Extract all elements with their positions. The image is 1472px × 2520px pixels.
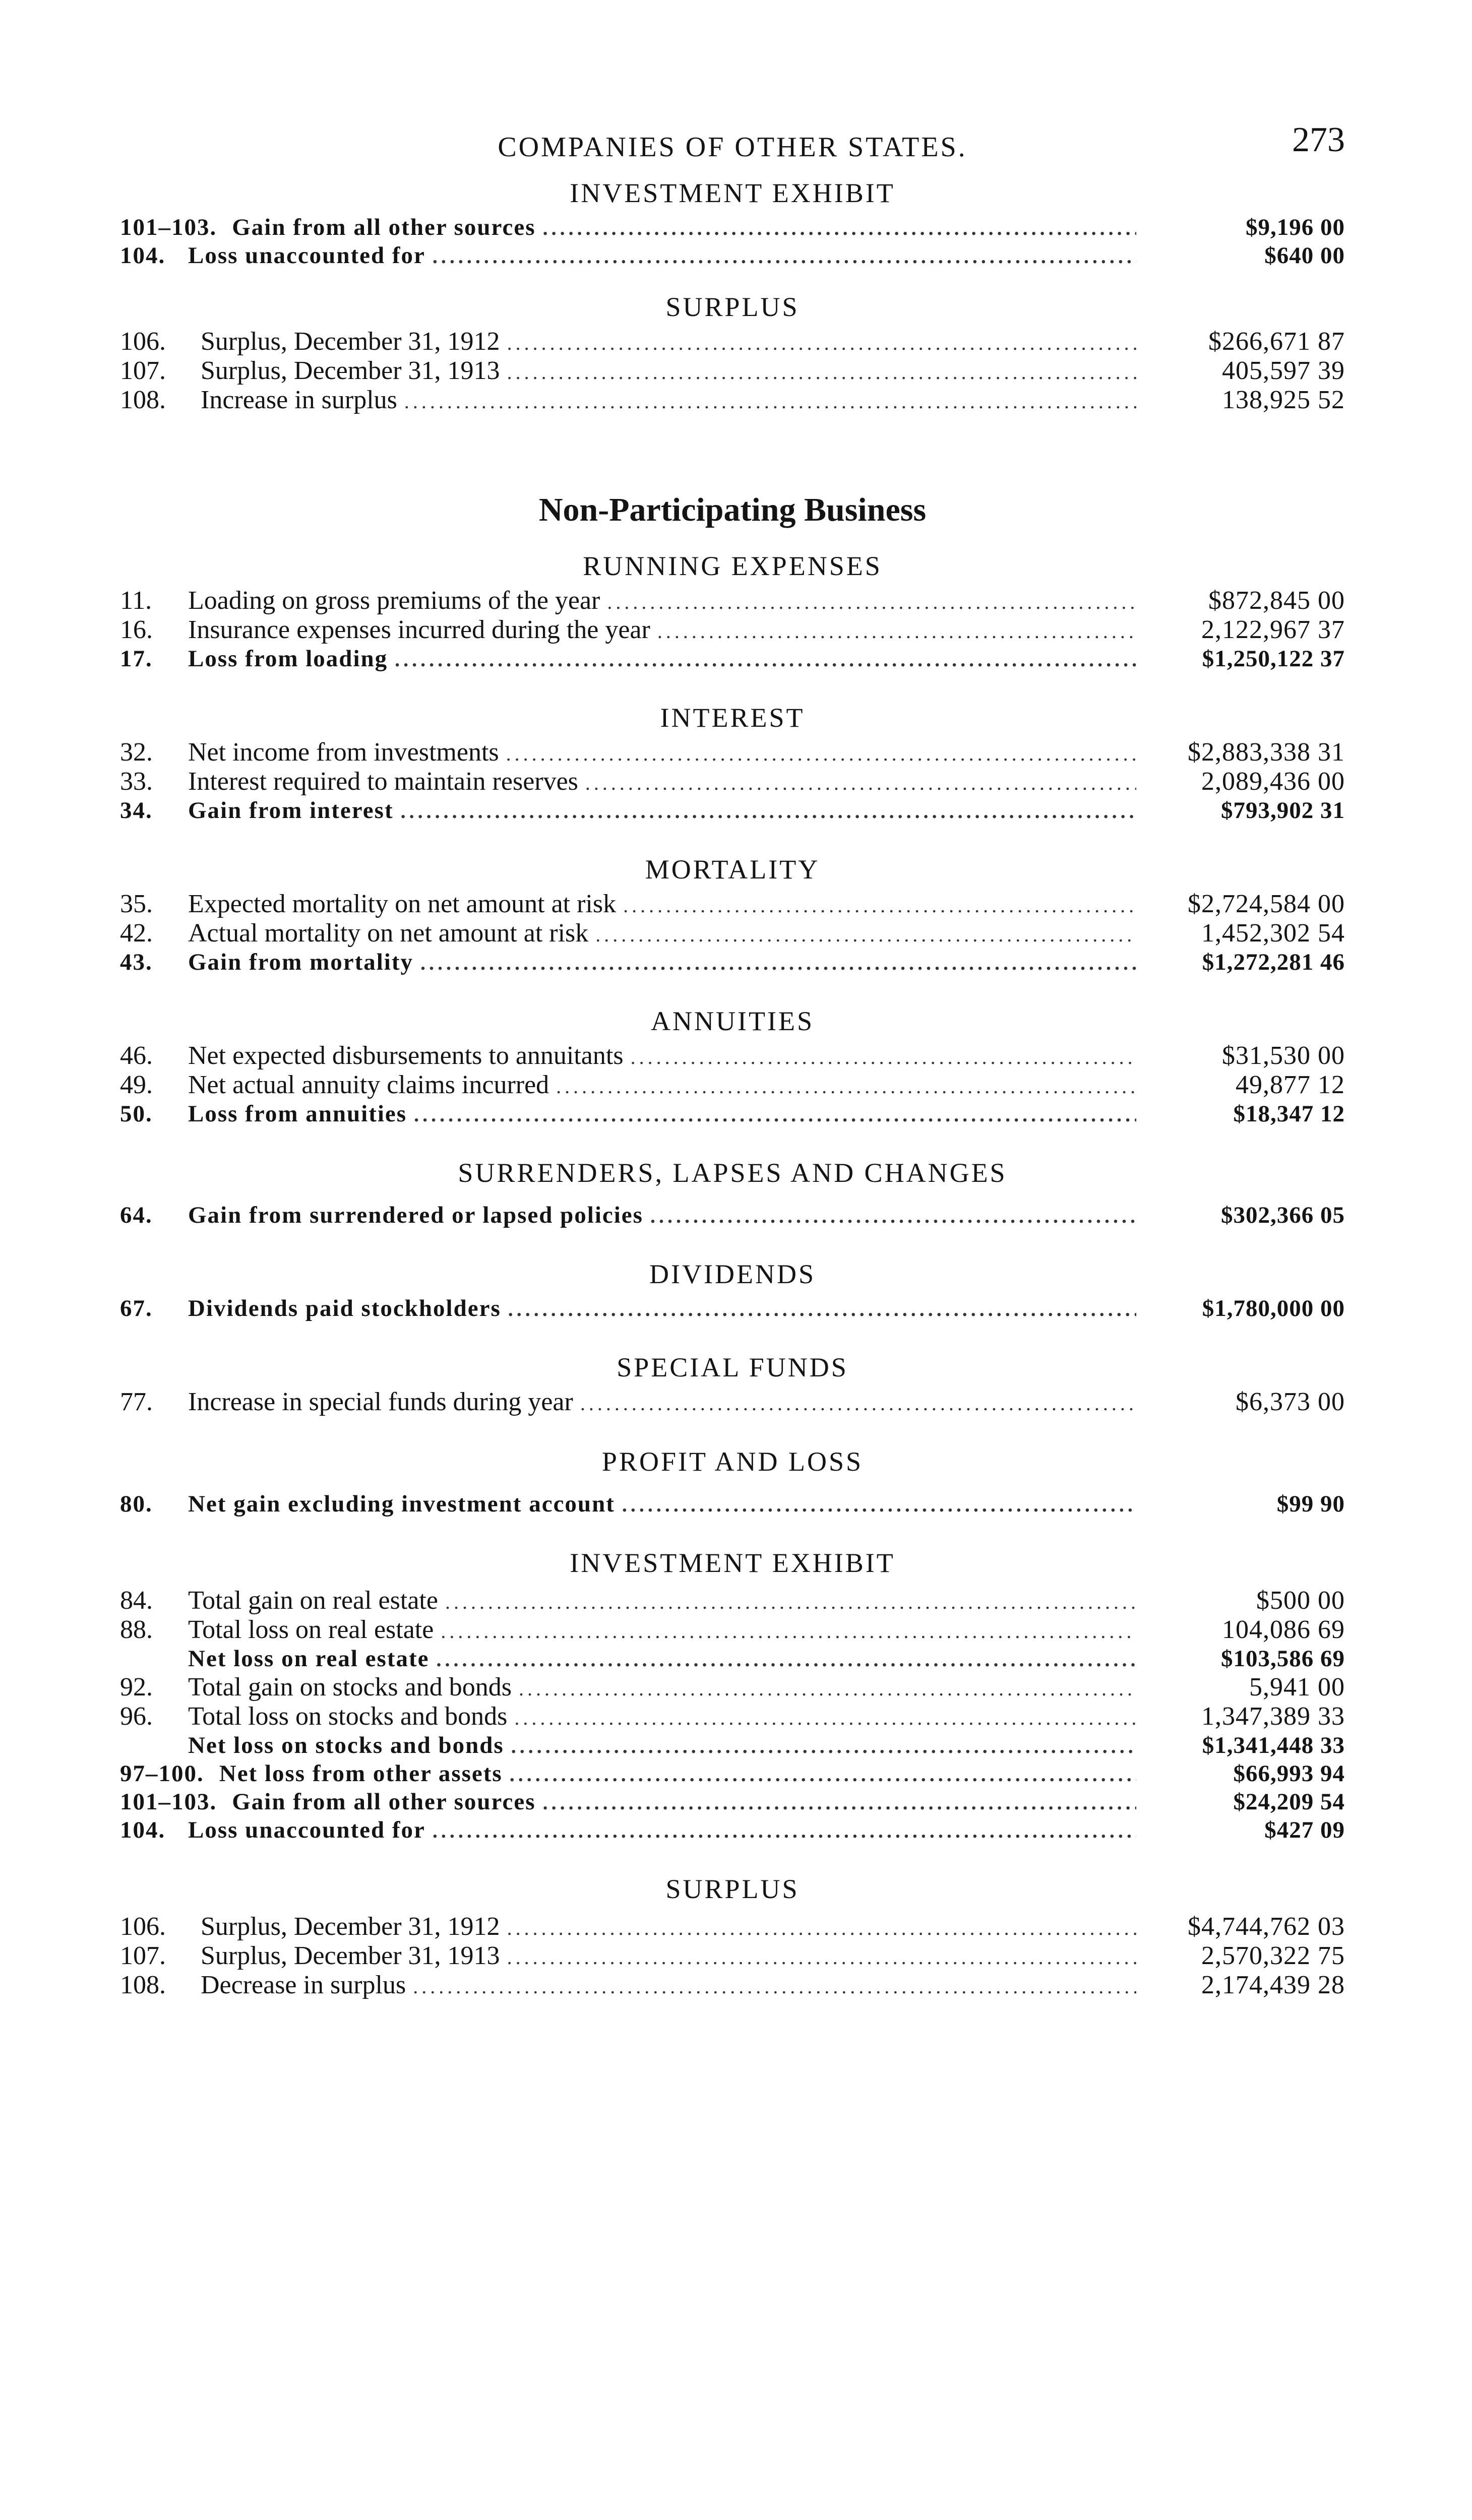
ledger-row [120,1295,1345,1323]
dot-leader [511,1732,1136,1760]
item-amount: $99 90 [1276,1491,1345,1517]
item-label: Loading on gross premiums of the year [188,586,600,615]
item-amount: 1,452,302 54 [1201,919,1345,948]
section-title: SPECIAL FUNDS [617,1352,848,1382]
item-label: Gain from mortality [188,949,414,975]
ledger-row [120,357,1345,386]
dot-leader [623,892,1136,919]
item-amount: $1,780,000 00 [1202,1295,1345,1321]
item-amount: $872,845 00 [1208,586,1345,615]
dot-leader [507,1914,1136,1942]
item-label: Gain from surrendered or lapsed policies [188,1202,643,1228]
item-number: 88. [120,1615,153,1644]
item-amount: $302,366 05 [1221,1202,1345,1228]
item-label: Net expected disbursements to annuitants [188,1041,624,1070]
item-number: 43. [120,949,153,975]
item-label: Dividends paid stockholders [188,1295,501,1321]
section-special-funds [120,1351,1345,1417]
item-amount: $66,993 94 [1233,1760,1345,1787]
dot-leader [543,214,1136,242]
page [120,106,1345,2000]
dot-leader [657,617,1136,645]
item-label: Loss from annuities [188,1101,407,1127]
item-label: Net loss from other assets [219,1760,503,1787]
item-number: 104. [120,242,166,269]
dot-leader [622,1491,1136,1519]
ledger-row [120,645,1345,673]
ledger-row [120,214,1345,242]
item-amount: $9,196 00 [1246,214,1345,240]
item-amount: 104,086 69 [1222,1615,1345,1644]
section-title: PROFIT AND LOSS [601,1446,864,1477]
section-title: RUNNING EXPENSES [583,551,882,581]
section-title: INTEREST [660,703,805,733]
section-surplus [120,1872,1345,2000]
ledger-row [120,1788,1345,1816]
dot-leader [395,646,1136,673]
ledger-row [120,738,1345,768]
dot-leader [519,1675,1136,1703]
item-amount: $18,347 12 [1233,1101,1345,1127]
ledger-row [120,1732,1345,1760]
item-number: 84. [120,1586,153,1615]
ledger-row [120,1645,1345,1673]
dot-leader [433,1817,1136,1845]
item-label: Total loss on stocks and bonds [188,1702,508,1731]
dot-leader [514,1704,1136,1732]
dot-leader [595,921,1136,949]
item-label: Loss from loading [188,646,388,672]
item-number: 92. [120,1673,153,1702]
section-running-expenses [120,549,1345,673]
item-label: Interest required to maintain reserves [188,767,578,796]
item-number: 97–100. [120,1760,204,1787]
ledger-row [120,1071,1345,1100]
dot-leader [441,1617,1136,1645]
item-amount: $1,341,448 33 [1202,1732,1345,1758]
ledger-row [120,1490,1345,1519]
item-amount: 49,877 12 [1236,1070,1345,1099]
item-number: 50. [120,1101,153,1127]
item-amount: 138,925 52 [1222,386,1345,414]
item-number: 96. [120,1702,153,1731]
dot-leader [404,388,1136,415]
ledger-row [120,328,1345,357]
ledger-row [120,242,1345,270]
section-title: MORTALITY [645,854,820,885]
dot-leader [401,797,1136,825]
section-title: INVESTMENT EXHIBIT [570,1548,895,1578]
section-mortality [120,853,1345,977]
item-label: Total gain on stocks and bonds [188,1673,512,1702]
dot-leader [510,1760,1136,1788]
item-label: Surplus, December 31, 1912 [201,1912,500,1941]
item-amount: 2,089,436 00 [1201,767,1345,796]
dot-leader [650,1202,1136,1230]
item-amount: 2,570,322 75 [1201,1941,1345,1970]
ledger-row [120,1816,1345,1845]
item-number: 106. [120,1912,166,1941]
item-label: Expected mortality on net amount at risk [188,890,617,918]
ledger-row [120,919,1345,949]
dot-leader [508,1295,1136,1323]
section-title: SURPLUS [665,292,800,322]
item-number: 107. [120,356,166,385]
dot-leader [607,588,1136,616]
dot-leader [507,329,1136,357]
item-number: 108. [120,1971,166,1999]
item-number: 17. [120,646,153,672]
item-amount: $103,586 69 [1221,1646,1345,1672]
dot-leader [556,1073,1136,1100]
item-number: 32. [120,738,153,767]
ledger-row [120,1388,1345,1417]
item-number: 42. [120,919,153,948]
item-number: 101–103. [120,1789,217,1815]
dot-leader [543,1789,1136,1816]
ledger-row [120,797,1345,825]
dot-leader [414,1101,1136,1128]
item-amount: $24,209 54 [1233,1789,1345,1815]
business-title: Non-Participating Business [538,491,927,528]
item-number: 77. [120,1388,153,1416]
item-label: Loss unaccounted for [188,1817,425,1843]
dot-leader [413,1973,1136,2000]
item-amount: $4,744,762 03 [1188,1912,1345,1941]
item-number: 80. [120,1491,153,1517]
item-label: Gain from all other sources [232,1789,536,1815]
item-amount: 405,597 39 [1222,356,1345,385]
ledger-row [120,616,1345,645]
ledger-row [120,1202,1345,1230]
item-label: Insurance expenses incurred during the year [188,615,650,644]
ledger-row [120,1100,1345,1128]
item-number: 106. [120,327,166,356]
item-label: Net loss on real estate [188,1646,430,1672]
section-top-surplus [120,290,1345,415]
item-number: 67. [120,1295,153,1321]
item-label: Actual mortality on net amount at risk [188,919,589,948]
item-label: Surplus, December 31, 1913 [201,356,500,385]
ledger-row [120,1913,1345,1942]
item-amount: 1,347,389 33 [1201,1702,1345,1731]
item-number: 101–103. [120,214,217,240]
section-dividends [120,1257,1345,1323]
ledger-row [120,1971,1345,2000]
item-label: Gain from interest [188,797,394,824]
item-number: 11. [120,586,152,615]
item-amount: $427 09 [1264,1817,1345,1843]
item-amount: 2,122,967 37 [1201,615,1345,644]
ledger-row [120,890,1345,919]
dot-leader [436,1646,1136,1673]
dot-leader [507,1943,1136,1971]
ledger-row [120,768,1345,797]
ledger-row [120,1616,1345,1645]
item-amount: 2,174,439 28 [1201,1971,1345,1999]
ledger-row [120,386,1345,415]
dot-leader [507,358,1136,386]
item-amount: $31,530 00 [1222,1041,1345,1070]
ledger-row [120,1042,1345,1071]
dot-leader [580,1390,1136,1417]
ledger-row [120,949,1345,977]
item-label: Increase in surplus [201,386,397,414]
ledger-row [120,1760,1345,1788]
section-title: SURPLUS [665,1874,800,1904]
dot-leader [445,1588,1136,1616]
section-title: SURRENDERS, LAPSES AND CHANGES [458,1158,1007,1188]
dot-leader [420,949,1136,977]
item-number: 46. [120,1041,153,1070]
item-label: Surplus, December 31, 1913 [201,1941,500,1970]
item-amount: $2,724,584 00 [1188,890,1345,918]
item-number: 64. [120,1202,153,1228]
item-label: Increase in special funds during year [188,1388,573,1416]
section-profit-loss [120,1445,1345,1519]
item-number: 107. [120,1941,166,1970]
page-header [120,106,1345,176]
item-amount: $640 00 [1264,242,1345,269]
item-amount: $6,373 00 [1236,1388,1345,1416]
dot-leader [585,769,1136,797]
item-label: Loss unaccounted for [188,242,425,269]
item-amount: 5,941 00 [1249,1673,1345,1702]
dot-leader [631,1043,1136,1071]
section-annuities [120,1004,1345,1128]
item-amount: $266,671 87 [1208,327,1345,356]
item-number: 16. [120,615,153,644]
item-amount: $500 00 [1256,1586,1345,1615]
item-label: Net actual annuity claims incurred [188,1070,549,1099]
item-label: Net gain excluding investment account [188,1491,615,1517]
item-number: 104. [120,1817,166,1843]
section-interest [120,701,1345,825]
page-number: 273 [1292,120,1345,159]
item-label: Gain from all other sources [232,214,536,240]
item-amount: $2,883,338 31 [1188,738,1345,767]
ledger-row [120,1703,1345,1732]
item-label: Decrease in surplus [201,1971,406,1999]
item-label: Total gain on real estate [188,1586,438,1615]
section-title: DIVIDENDS [649,1259,816,1289]
section-surrenders [120,1156,1345,1230]
ledger-row [120,1942,1345,1971]
dot-leader [506,740,1136,768]
ledger-row [120,1587,1345,1616]
item-label: Net income from investments [188,738,499,767]
item-number: 33. [120,767,153,796]
section-title: ANNUITIES [651,1006,814,1036]
item-number: 35. [120,890,153,918]
item-number: 49. [120,1070,153,1099]
item-amount: $1,272,281 46 [1202,949,1345,975]
item-label: Total loss on real estate [188,1615,434,1644]
item-label: Net loss on stocks and bonds [188,1732,504,1758]
item-amount: $1,250,122 37 [1202,646,1345,672]
running-head: COMPANIES OF OTHER STATES. [498,132,967,163]
dot-leader [433,242,1136,270]
section-top-investment [120,176,1345,270]
ledger-row [120,1673,1345,1703]
item-label: Surplus, December 31, 1912 [201,327,500,356]
item-number: 34. [120,797,153,824]
section-title: INVESTMENT EXHIBIT [570,178,895,208]
item-amount: $793,902 31 [1221,797,1345,824]
ledger-row [120,587,1345,616]
section-investment-exhibit [120,1546,1345,1845]
item-number: 108. [120,386,166,414]
